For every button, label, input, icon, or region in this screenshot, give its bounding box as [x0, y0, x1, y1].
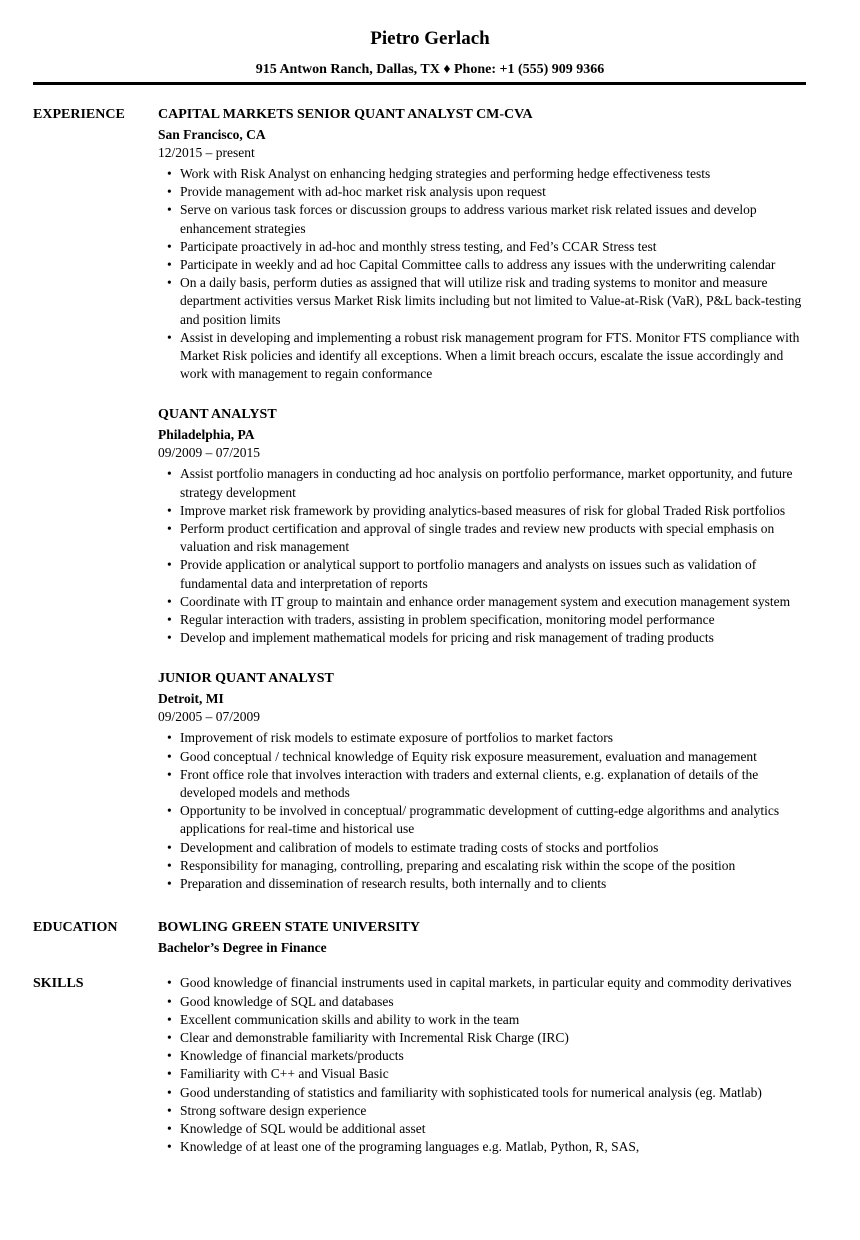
section-label-education: EDUCATION [33, 920, 118, 936]
bullet-item: • Responsibility for managing, controlling, preparing and escalating risk within the scope of the position [158, 857, 812, 875]
job-dates: 12/2015 – present [158, 145, 255, 160]
bullet-item: • On a daily basis, perform duties as assigned that will utilize risk and trading systems to monitor and measure department activities versus Market Risk limits including but not limited to Value-at-Risk (VaR), P&L back-testing and position limits [158, 274, 812, 329]
education-degree: Bachelor’s Degree in Finance [158, 940, 327, 956]
skills-bullet-list [158, 974, 812, 1156]
job-dates: 09/2005 – 07/2009 [158, 709, 261, 725]
bullet-item: • Preparation and dissemination of research results, both internally and to clients [158, 875, 812, 893]
job-title: CAPITAL MARKETS SENIOR QUANT ANALYST CM-CVA [158, 107, 533, 122]
resume-header [0, 27, 860, 85]
bullet-item: • Improvement of risk models to estimate exposure of portfolios to market factors [158, 729, 812, 747]
experience-content [158, 105, 812, 893]
bullet-item: • Coordinate with IT group to maintain and enhance order management system and execution management system [158, 593, 812, 611]
bullet-item: • Front office role that involves interaction with traders and external clients, e.g. explanation of details of the developed models and methods [158, 766, 812, 802]
skill-bullet-item: • Knowledge of financial markets/products [158, 1047, 812, 1065]
header-divider [33, 82, 806, 85]
job-bullet-list [158, 729, 812, 893]
bullet-item: • Participate in weekly and ad hoc Capital Committee calls to address any issues with the underwriting calendar [158, 256, 812, 274]
bullet-item: • Good conceptual / technical knowledge of Equity risk exposure measurement, evaluation and management [158, 748, 812, 766]
skill-bullet-item: • Good knowledge of financial instruments used in capital markets, in particular equity and commodity derivatives [158, 974, 812, 992]
job-dates: 09/2009 – 07/2015 [158, 445, 261, 461]
bullet-item: • Development and calibration of models to estimate trading costs of stocks and portfolios [158, 839, 812, 857]
job-bullet-list [158, 165, 812, 383]
bullet-item: • Develop and implement mathematical models for pricing and risk management of trading products [158, 629, 812, 647]
job-bullet-list [158, 465, 812, 647]
section-label-skills: SKILLS [33, 976, 84, 992]
skill-bullet-item: • Familiarity with C++ and Visual Basic [158, 1065, 812, 1083]
skills-content [158, 974, 812, 1156]
job-title: JUNIOR QUANT ANALYST [158, 671, 334, 687]
job-location: San Francisco, CA [158, 127, 266, 142]
bullet-item: • Opportunity to be involved in conceptual/ programmatic development of cutting-edge algorithms and analytics applications for real-time and historical use [158, 802, 812, 838]
skill-bullet-item: • Strong software design experience [158, 1102, 812, 1120]
education-section [0, 918, 860, 957]
skill-bullet-item: • Knowledge of at least one of the programing languages e.g. Matlab, Python, R, SAS, [158, 1138, 812, 1156]
person-name: Pietro Gerlach [370, 28, 490, 49]
bullet-item: • Work with Risk Analyst on enhancing hedging strategies and performing hedge effectiveness tests [158, 165, 812, 183]
bullet-item: • Assist in developing and implementing a robust risk management program for FTS. Monitor FTS compliance with Market Risk policies and identify all exceptions. When a limit breach occurs, escalate the issue accordingly and work with management to regain conformance [158, 329, 812, 384]
job-entry [158, 105, 812, 383]
job-entry [158, 669, 812, 893]
job-location: Detroit, MI [158, 691, 224, 707]
job-location: Philadelphia, PA [158, 427, 255, 443]
bullet-item: • Assist portfolio managers in conducting ad hoc analysis on portfolio performance, market opportunity, and future strategy development [158, 465, 812, 501]
bullet-item: • Provide application or analytical support to portfolio managers and analysts on issues such as validation of fundamental data and interpretation of reports [158, 556, 812, 592]
experience-section [0, 105, 860, 893]
skill-bullet-item: • Excellent communication skills and ability to work in the team [158, 1011, 812, 1029]
education-school: BOWLING GREEN STATE UNIVERSITY [158, 920, 421, 936]
bullet-item: • Regular interaction with traders, assisting in problem specification, monitoring model performance [158, 611, 812, 629]
skill-bullet-item: • Clear and demonstrable familiarity with Incremental Risk Charge (IRC) [158, 1029, 812, 1047]
bullet-item: • Participate proactively in ad-hoc and monthly stress testing, and Fed’s CCAR Stress test [158, 238, 812, 256]
contact-line: 915 Antwon Ranch, Dallas, TX ♦ Phone: +1 (555) 909 9366 [255, 62, 605, 77]
bullet-item: • Perform product certification and approval of single trades and review new products with special emphasis on valuation and risk management [158, 520, 812, 556]
bullet-item: • Serve on various task forces or discussion groups to address various market risk related issues and develop enhancement strategies [158, 201, 812, 237]
job-title: QUANT ANALYST [158, 407, 277, 423]
bullet-item: • Provide management with ad-hoc market risk analysis upon request [158, 183, 812, 201]
job-entry [158, 405, 812, 647]
skill-bullet-item: • Knowledge of SQL would be additional asset [158, 1120, 812, 1138]
skills-section [0, 974, 860, 1156]
skill-bullet-item: • Good understanding of statistics and familiarity with sophisticated tools for numerical analysis (eg. Matlab) [158, 1084, 812, 1102]
skill-bullet-item: • Good knowledge of SQL and databases [158, 993, 812, 1011]
bullet-item: • Improve market risk framework by providing analytics-based measures of risk for global Traded Risk portfolios [158, 502, 812, 520]
section-label-experience: EXPERIENCE [33, 107, 125, 122]
education-content [158, 918, 812, 957]
